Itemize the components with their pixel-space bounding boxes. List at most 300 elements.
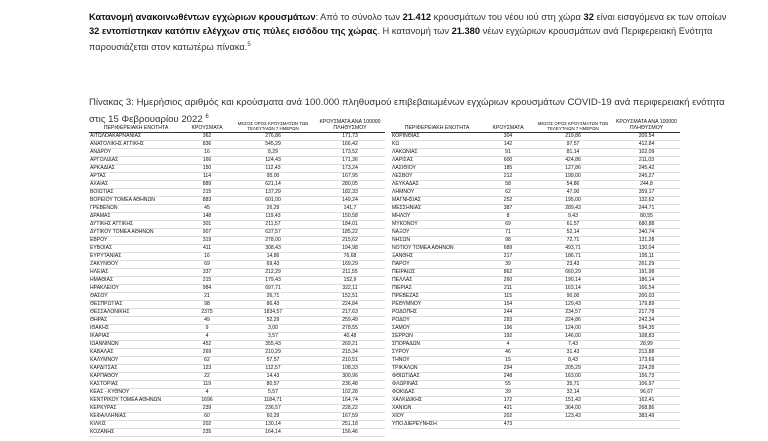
cell-region: ΕΥΒΟΙΑΣ [89,245,183,253]
cell-per100k: 173,52 [315,149,385,157]
cell-region: ΕΥΡΥΤΑΝΙΑΣ [89,253,183,261]
table-row [89,293,385,301]
cell-cases: 239 [183,405,231,413]
cell-cases: 60 [183,413,231,421]
cell-cases: 600 [483,157,533,165]
cell-per100k: 211,55 [315,269,385,277]
table-row [89,157,385,165]
cell-avg7: 205,29 [533,365,613,373]
cell-cases: 69 [483,221,533,229]
cell-avg7: 289,43 [533,205,613,213]
cell-region: ΛΕΥΚΑΔΑΣ [391,181,483,189]
cell-cases: 217 [483,253,533,261]
cell-cases: 294 [483,365,533,373]
cell-avg7: 90,00 [533,293,613,301]
cell-region: ΚΑΣΤΟΡΙΑΣ [89,381,183,389]
cell-per100k: 200,03 [613,293,680,301]
cell-cases: 387 [483,205,533,213]
cell-cases: 883 [183,197,231,205]
table-row [391,205,680,213]
table-row [391,373,680,381]
cell-cases: 196 [483,325,533,333]
cell-avg7: 32,14 [533,389,613,397]
cell-cases: 9 [183,325,231,333]
cell-cases: 689 [483,245,533,253]
cell-region: ΗΜΑΘΙΑΣ [89,277,183,285]
cell-cases: 215 [183,189,231,197]
cell-cases: 148 [183,213,231,221]
cell-per100k: 245,27 [613,173,680,181]
cell-cases: 46 [483,349,533,357]
cell-per100k: 259,49 [315,317,385,325]
cell-cases: 69 [183,261,231,269]
cases-table-right [391,119,680,429]
cell-cases: 293 [483,317,533,325]
cell-avg7: 60,29 [231,413,315,421]
cell-per100k: 173,24 [315,165,385,173]
cell-region: ΓΡΕΒΕΝΩΝ [89,205,183,213]
cell-avg7: 52,14 [533,229,613,237]
cell-avg7: 219,86 [533,133,613,141]
cell-avg7: 308,43 [231,245,315,253]
cell-cases: 202 [483,413,533,421]
cell-cases: 4 [183,389,231,397]
cell-avg7: 112,43 [231,165,315,173]
cell-avg7: 8,43 [533,357,613,365]
table-row [89,397,385,405]
table-row [89,173,385,181]
cell-avg7: 199,00 [533,173,613,181]
cell-avg7: 190,14 [533,277,613,285]
cell-per100k: 268,86 [613,405,680,413]
cell-region: ΛΕΣΒΟΥ [391,173,483,181]
cell-avg7: 137,29 [231,189,315,197]
cell-region: ΝΗΣΩΝ [391,237,483,245]
cell-avg7: 146,00 [533,333,613,341]
cell-region: ΗΡΑΚΛΕΙΟΥ [89,285,183,293]
cell-region: ΔΥΤΙΚΗΣ ΑΤΤΙΚΗΣ [89,221,183,229]
column-header-per100k: ΚΡΟΥΣΜΑΤΑ ΑΝΑ 100000 ΠΛΗΘΥΣΜΟΥ [315,119,385,133]
table-row [391,213,680,221]
table-row [391,181,680,189]
cell-region: ΒΟΡΕΙΟΥ ΤΟΜΕΑ ΑΘΗΝΩΝ [89,197,183,205]
cell-region: ΦΛΩΡΙΝΑΣ [391,381,483,389]
cell-avg7: 8,29 [231,149,315,157]
cell-avg7: 211,57 [231,221,315,229]
table-row [89,205,385,213]
cell-cases: 362 [183,133,231,141]
cell-region: ΛΑΚΩΝΙΑΣ [391,149,483,157]
cell-region: ΜΥΚΟΝΟΥ [391,221,483,229]
cell-cases: 62 [183,357,231,365]
cell-region: ΘΕΣΣΑΛΟΝΙΚΗΣ [89,309,183,317]
table-row [391,389,680,397]
table-row [391,157,680,165]
cell-avg7: 61,57 [533,221,613,229]
cell-cases: 984 [183,285,231,293]
cell-per100k: 245,42 [613,165,680,173]
cell-cases: 49 [183,317,231,325]
cell-cases: 98 [483,237,533,245]
cell-per100k: 171,73 [315,133,385,141]
table-row [89,405,385,413]
cell-region: ΠΕΙΡΑΙΩΣ [391,269,483,277]
table-row [391,229,680,237]
cell-avg7: 236,57 [231,405,315,413]
cell-per100k: 106,97 [613,381,680,389]
cell-avg7: 26,29 [231,205,315,213]
cell-per100k: 680,88 [613,221,680,229]
cell-region: ΠΡΕΒΕΖΑΣ [391,293,483,301]
cell-avg7: 278,00 [231,237,315,245]
table-row [89,133,385,141]
table-row [89,165,385,173]
cell-per100k: 210,51 [315,357,385,365]
cell-avg7: 163,00 [533,373,613,381]
cell-region: ΚΑΒΑΛΑΣ [89,349,183,357]
column-header-region: ΠΕΡΙΦΕΡΕΙΑΚΗ ΕΝΟΤΗΤΑ [391,119,483,133]
cell-avg7: 31,43 [533,349,613,357]
cell-region: ΘΕΣΠΡΩΤΙΑΣ [89,301,183,309]
cell-cases: 21 [183,293,231,301]
cell-cases: 889 [183,181,231,189]
cell-region: ΧΑΛΚΙΔΙΚΗΣ [391,397,483,405]
cell-avg7: 52,29 [231,317,315,325]
cell-avg7: 212,29 [231,269,315,277]
table-row [391,293,680,301]
cell-per100k: 224,84 [315,301,385,309]
cell-region: ΡΟΔΟΥ [391,317,483,325]
cell-region: ΙΘΑΚΗΣ [89,325,183,333]
table-row [89,325,385,333]
column-header-per100k: ΚΡΟΥΣΜΑΤΑ ΑΝΑ 100000 ΠΛΗΘΥΣΜΟΥ [613,119,680,133]
cell-cases: 185 [483,165,533,173]
table-row [89,373,385,381]
cell-avg7: 23,43 [533,261,613,269]
cell-region: ΧΙΟΥ [391,413,483,421]
cell-per100k: 102,28 [315,389,385,397]
cell-avg7: 130,14 [231,421,315,429]
cell-cases: 45 [183,205,231,213]
cell-cases: 4 [183,333,231,341]
cell-avg7: 234,57 [533,309,613,317]
cell-cases: 907 [183,229,231,237]
table-row [89,389,385,397]
table-row [391,253,680,261]
table-row [89,181,385,189]
cell-per100k: 150,58 [315,213,385,221]
cell-per100k: 412,84 [613,141,680,149]
cell-cases: 166 [183,157,231,165]
cell-per100k: 215,62 [315,237,385,245]
cell-per100k: 182,33 [315,189,385,197]
cell-region: ΡΟΔΟΠΗΣ [391,309,483,317]
table-row [391,397,680,405]
cell-per100k: 217,78 [613,309,680,317]
cell-region: ΦΩΚΙΔΑΣ [391,389,483,397]
cell-per100k: 28,99 [613,341,680,349]
cell-per100k: 132,62 [613,197,680,205]
paragraph-heading: Κατανομή ανακοινωθέντων εγχώριων κρουσμάτων [89,12,316,22]
cell-per100k: 166,42 [315,141,385,149]
cell-region: ΒΟΙΩΤΙΑΣ [89,189,183,197]
cell-avg7: 3,00 [231,325,315,333]
cell-region: ΚΕΡΚΥΡΑΣ [89,405,183,413]
cell-avg7: 35,71 [533,381,613,389]
cell-per100k: 76,68 [315,253,385,261]
table-row [391,173,680,181]
cell-cases: 260 [483,277,533,285]
cell-per100k: 167,95 [315,173,385,181]
cell-region: ΠΙΕΡΙΑΣ [391,285,483,293]
table-row [89,421,385,429]
cell-region: ΛΑΡΙΣΑΣ [391,157,483,165]
cell-per100k: 186,14 [613,277,680,285]
cell-cases: 39 [483,389,533,397]
cell-avg7: 195,00 [533,197,613,205]
cell-per100k: 152,51 [315,293,385,301]
cell-region: ΑΝΑΤΟΛΙΚΗΣ ΑΤΤΙΚΗΣ [89,141,183,149]
cell-per100k: 261,29 [613,261,680,269]
cell-per100k: 40,48 [315,333,385,341]
cell-avg7: 14,86 [231,253,315,261]
cell-region: ΚΑΡΠΑΘΟΥ [89,373,183,381]
cell-cases: 421 [483,405,533,413]
table-row [391,149,680,157]
cell-region: ΝΟΤΙΟΥ ΤΟΜΕΑ ΑΘΗΝΩΝ [391,245,483,253]
cell-cases: 154 [483,301,533,309]
cell-cases: 8 [483,213,533,221]
cell-region: ΠΕΛΛΑΣ [391,277,483,285]
cell-avg7: 210,29 [231,349,315,357]
cell-region: ΝΑΞΟΥ [391,229,483,237]
cell-avg7: 3,57 [231,333,315,341]
cell-per100k: 184,01 [315,221,385,229]
cell-per100k: 152,9 [315,277,385,285]
cell-per100k: 130,04 [613,245,680,253]
table-row [89,237,385,245]
cell-region: ΦΘΙΩΤΙΔΑΣ [391,373,483,381]
cell-cases: 98 [183,301,231,309]
cell-per100k: 80,55 [613,213,680,221]
cell-cases: 337 [183,269,231,277]
table-row [89,269,385,277]
cell-avg7: 81,14 [533,149,613,157]
cell-region: ΖΑΚΥΝΘΟΥ [89,261,183,269]
table-row [89,429,385,437]
cell-region: ΥΠΟ ΔΙΕΡΕΥΝΗΣΗ [391,421,483,429]
cell-region: ΑΡΓΟΛΙΔΑΣ [89,157,183,165]
cell-per100k: 359,17 [613,189,680,197]
cell-region: ΣΠΟΡΑΔΩΝ [391,341,483,349]
cell-per100k: 278,55 [315,325,385,333]
cell-avg7: 5,57 [231,389,315,397]
cell-per100k: 236,48 [315,381,385,389]
table-row [391,333,680,341]
table-row [391,301,680,309]
cell-per100k: 141,7 [315,205,385,213]
cell-avg7: 424,86 [533,157,613,165]
cell-per100k: 156,46 [315,429,385,437]
cell-cases: 211 [483,285,533,293]
cell-per100k: 251,18 [315,421,385,429]
table-row [89,189,385,197]
cell-per100k: 108,83 [613,333,680,341]
cell-avg7: 1834,57 [231,309,315,317]
cell-cases: 91 [483,149,533,157]
table-row [89,253,385,261]
cell-avg7: 621,14 [231,181,315,189]
cell-region: ΜΕΣΣΗΝΙΑΣ [391,205,483,213]
table-row [89,333,385,341]
table-row [391,237,680,245]
footnote-marker: 6 [205,114,209,120]
cell-region: ΣΑΜΟΥ [391,325,483,333]
cell-avg7: 164,14 [231,429,315,437]
cell-cases: 212 [483,173,533,181]
cell-per100k: 217,63 [315,309,385,317]
cell-cases: 55 [483,381,533,389]
cell-avg7: 1184,71 [231,397,315,405]
table-row [89,261,385,269]
cell-avg7: 179,43 [231,277,315,285]
cell-cases: 192 [483,333,533,341]
cell-region: ΧΑΝΙΩΝ [391,405,483,413]
table-row [89,317,385,325]
cell-avg7: 57,57 [231,357,315,365]
table-caption: Πίνακας 3: Ημερήσιος αριθμός και κρούσματα ανά 100.000 πληθυσμού επιβεβαιωμένων εγχώριων κρουσμάτων COVID-19 ανά περιφερειακή ενότητα στις 15 Φεβρουαρίου 2022 $^6$ [89,97,725,126]
table-row [391,277,680,285]
cell-region: ΚΟΖΑΝΗΣ [89,429,183,437]
cell-avg7: 95,00 [231,173,315,181]
cell-avg7: 9,43 [533,213,613,221]
column-header-cases: ΚΡΟΥΣΜΑΤΑ [183,119,231,133]
table-row [391,325,680,333]
cell-avg7: 54,86 [533,181,613,189]
cell-avg7: 124,43 [231,157,315,165]
cell-avg7 [533,421,613,429]
column-header-avg7: ΜΕΣΟΣ ΟΡΟΣ ΚΡΟΥΣΜΑΤΩΝ ΤΩΝ ΤΕΛΕΥΤΑΙΩΝ 7 ΗΜΕΡΩΝ [533,119,613,133]
cell-cases: 235 [183,429,231,437]
cell-region: ΚΕΦΑΛΛΗΝΙΑΣ [89,413,183,421]
cell-per100k: 195,11 [613,253,680,261]
cell-avg7: 86,43 [231,301,315,309]
cell-region: ΑΙΤΩΛΟΑΚΑΡΝΑΝΙΑΣ [89,133,183,141]
cell-avg7: 660,29 [533,269,613,277]
cell-per100k: 166,54 [613,285,680,293]
cell-avg7: 364,00 [533,405,613,413]
cell-region: ΜΗΛΟΥ [391,213,483,221]
cell-cases: 172 [483,397,533,405]
cell-avg7: 97,57 [533,141,613,149]
cell-cases: 71 [483,229,533,237]
table-row [391,357,680,365]
cell-per100k: 164,74 [315,397,385,405]
cell-region: ΘΑΣΟΥ [89,293,183,301]
cell-cases: 215 [183,277,231,285]
cell-avg7: 224,86 [533,317,613,325]
cell-avg7: 545,29 [231,141,315,149]
cell-per100k: 383,49 [613,413,680,421]
table-row [89,213,385,221]
table-row [391,221,680,229]
cell-avg7: 163,14 [533,285,613,293]
cell-region: ΣΥΡΟΥ [391,349,483,357]
cell-avg7: 355,43 [231,341,315,349]
table-row [89,381,385,389]
cell-per100k: 179,89 [613,301,680,309]
cell-avg7: 276,86 [231,133,315,141]
cell-cases: 114 [183,173,231,181]
cell-region: ΑΡΤΑΣ [89,173,183,181]
table-row [391,413,680,421]
table-row [391,309,680,317]
table-row [391,189,680,197]
cell-cases: 115 [483,293,533,301]
cell-per100k: 149,24 [315,197,385,205]
cell-cases: 452 [183,341,231,349]
intro-paragraph: Κατανομή ανακοινωθέντων εγχώριων κρουσμάτων: Από το σύνολο των 21.412 κρουσμάτων του νέου ιού στη χώρα 32 είναι εισαγόμενα εκ των οποίων 32 εντοπίστηκαν κατόπιν ελέγχων στις πύλες εισόδου της χώρας. Η κατανομή των 21.380 νέων εγχώριων κρουσμάτων ανά Περιφερειακή Ενότητα παρουσιάζεται στον κατωτέρω πίνακα.$^5$ [89,12,727,53]
footnote-marker: 5 [247,42,251,48]
cell-cases: 142 [483,141,533,149]
cell-cases: 202 [183,421,231,429]
cell-region: ΚΙΛΚΙΣ [89,421,183,429]
table-row [391,197,680,205]
cell-avg7: 601,00 [231,197,315,205]
cell-cases: 119 [183,381,231,389]
cell-avg7: 69,43 [231,261,315,269]
cell-cases: 1696 [183,397,231,405]
table-row [89,349,385,357]
cell-per100k: 191,98 [613,269,680,277]
cell-cases: 123 [183,365,231,373]
column-header-avg7: ΜΕΣΟΣ ΟΡΟΣ ΚΡΟΥΣΜΑΤΩΝ ΤΩΝ ΤΕΛΕΥΤΑΙΩΝ 7 ΗΜΕΡΩΝ [231,119,315,133]
cell-per100k: 228,22 [315,405,385,413]
cell-per100k: 173,69 [613,357,680,365]
cell-cases: 862 [483,269,533,277]
cell-region: ΣΕΡΡΩΝ [391,333,483,341]
cell-avg7: 123,43 [533,413,613,421]
cell-region: ΕΒΡΟΥ [89,237,183,245]
cell-region: ΤΗΝΟΥ [391,357,483,365]
cell-region: ΛΗΜΝΟΥ [391,189,483,197]
cell-per100k: 194,98 [315,245,385,253]
cell-cases: 252 [483,197,533,205]
cell-per100k: 215,34 [315,349,385,357]
table-row [89,341,385,349]
cell-cases: 4 [483,341,533,349]
cell-per100k: 340,74 [613,229,680,237]
table-row [89,277,385,285]
cell-cases: 248 [483,373,533,381]
cell-region: ΑΝΔΡΟΥ [89,149,183,157]
cell-per100k: 322,11 [315,285,385,293]
table-row [89,141,385,149]
table-row [391,141,680,149]
table-row [89,149,385,157]
cell-region: ΚΑΡΔΙΤΣΑΣ [89,365,183,373]
cell-region: ΛΑΣΙΘΙΟΥ [391,165,483,173]
cell-cases: 301 [183,221,231,229]
cell-avg7: 151,43 [533,397,613,405]
table-row [391,317,680,325]
cell-cases: 319 [183,237,231,245]
cell-region: ΙΩΑΝΝΙΝΩΝ [89,341,183,349]
cell-per100k: 131,28 [613,237,680,245]
cell-avg7: 112,57 [231,365,315,373]
cell-region: ΚΕΝΤΡΙΚΟΥ ΤΟΜΕΑ ΑΘΗΝΩΝ [89,397,183,405]
cell-per100k [613,421,680,429]
